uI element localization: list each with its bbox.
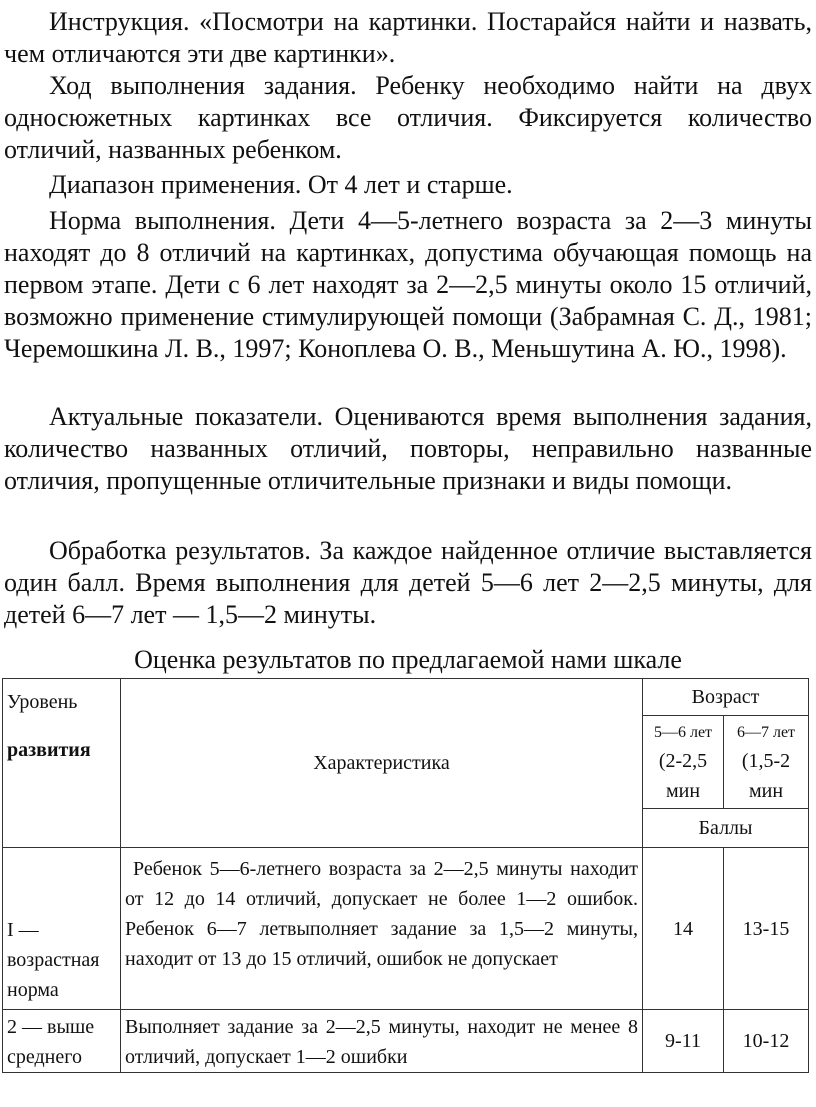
table-row bbox=[3, 848, 809, 1010]
paragraph-text: Ход выполнения задания. Ребенку необходимо найти на двух односюжетных картинках все отличия. Фиксируется количество отличий, названных ребенком. bbox=[4, 71, 812, 164]
row-score-5-6: 9-11 bbox=[643, 1010, 724, 1073]
paragraph-norm bbox=[4, 205, 812, 365]
paragraph-text: Обработка результатов. За каждое найденное отличие выставляется один балл. Время выполнения для детей 5—6 лет 2—2,5 минуты, для детей 6—7 лет — 1,5—2 минуты. bbox=[4, 536, 812, 629]
table-caption: Оценка результатов по предлагаемой нами шкале bbox=[134, 645, 682, 674]
header-age-5-6 bbox=[643, 716, 724, 809]
header-level-label: Уровень bbox=[7, 691, 78, 713]
row-level: I — возрастная норма bbox=[3, 848, 121, 1010]
header-level-bold: развития bbox=[7, 739, 91, 761]
header-age-6-7-label: 6—7 лет bbox=[736, 724, 796, 741]
paragraph-procedure bbox=[4, 70, 812, 166]
table-row bbox=[3, 1010, 809, 1073]
row-score-5-6: 14 bbox=[643, 848, 724, 1010]
results-table bbox=[2, 678, 809, 1073]
header-age: Возраст bbox=[643, 679, 809, 716]
header-age-5-6-time: (2-2,5 мин bbox=[658, 750, 708, 802]
paragraph-processing bbox=[4, 535, 812, 631]
paragraph-instruction bbox=[4, 6, 812, 70]
header-level-cell bbox=[3, 679, 121, 848]
header-characteristic: Характеристика bbox=[121, 679, 643, 848]
paragraph-range bbox=[4, 169, 812, 201]
header-age-5-6-label: 5—6 лет bbox=[653, 724, 713, 741]
header-points: Баллы bbox=[643, 809, 809, 848]
paragraph-text: Норма выполнения. Дети 4—5-летнего возраста за 2—3 минуты находят до 8 отличий на картинках, допустима обучающая помощь на первом этапе. Дети с 6 лет находят за 2—2,5 минуты около 15 отличий, возможно применение стимулирующей помощи (Забрамная С. Д., 1981; Черемошкина Л. В., 1997; Коноплева О. В., Меньшутина А. Ю., 1998). bbox=[4, 206, 812, 363]
paragraph-text: Диапазон применения. От 4 лет и старше. bbox=[49, 170, 513, 199]
row-score-6-7: 10-12 bbox=[724, 1010, 809, 1073]
paragraph-text: Актуальные показатели. Оцениваются время выполнения задания, количество названных отличий, повторы, неправильно названные отличия, пропущенные отличительные признаки и виды помощи. bbox=[4, 402, 812, 495]
paragraph-indicators bbox=[4, 401, 812, 497]
row-characteristic: Ребенок 5—6-летнего возраста за 2—2,5 минуты находит от 12 до 14 отличий, допускает не более 1—2 ошибок. Ребенок 6—7 летвыполняет задание за 1,5—2 минуты, находит от 13 до 15 отличий, ошибок не допускает bbox=[121, 848, 643, 1010]
header-age-6-7 bbox=[724, 716, 809, 809]
row-characteristic: Выполняет задание за 2—2,5 минуты, находит не менее 8 отличий, допускает 1—2 ошибки bbox=[121, 1010, 643, 1073]
row-score-6-7: 13-15 bbox=[724, 848, 809, 1010]
table-header-row bbox=[3, 679, 809, 716]
header-age-6-7-time: (1,5-2 мин bbox=[741, 750, 791, 802]
row-level: 2 — выше среднего bbox=[3, 1010, 121, 1073]
paragraph-text: Инструкция. «Посмотри на картинки. Постарайся найти и назвать, чем отличаются эти две картинки». bbox=[4, 7, 812, 68]
